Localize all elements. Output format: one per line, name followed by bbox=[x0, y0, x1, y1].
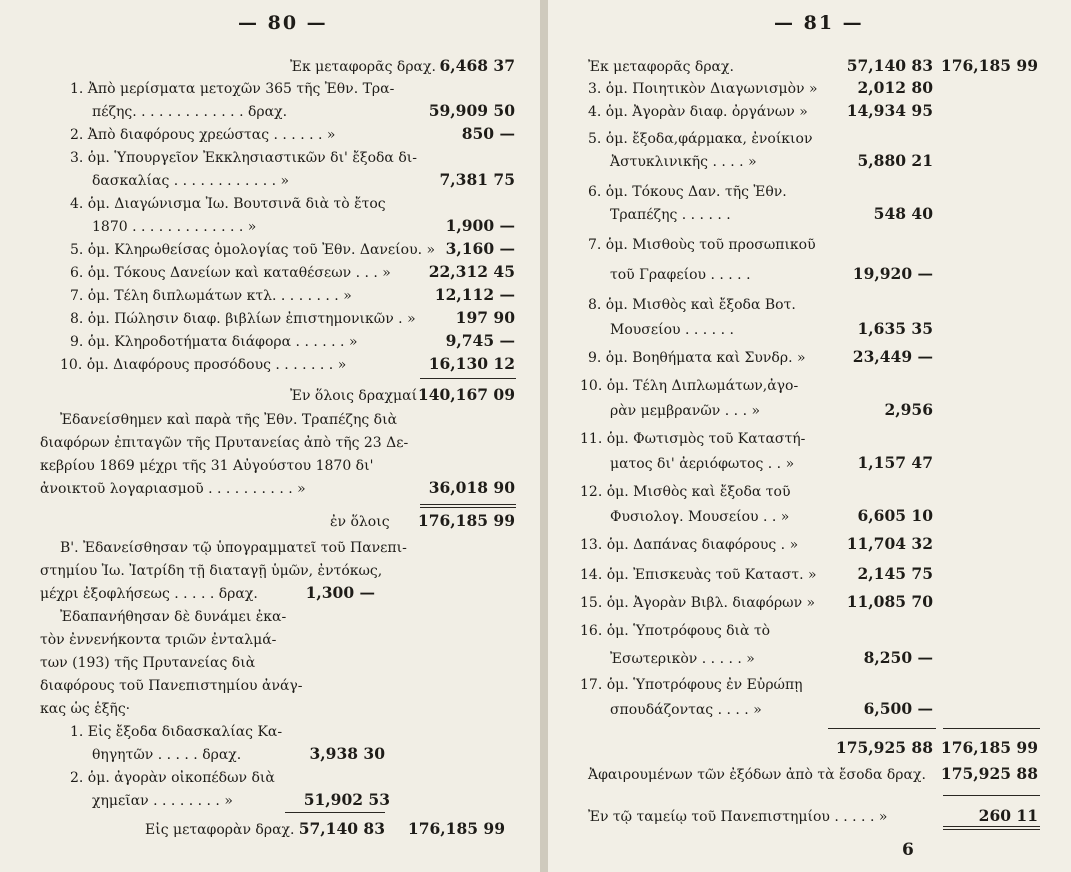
text-line: 1870 . . . . . . . . . . . . . » bbox=[92, 219, 257, 235]
text-line: 2. ὁμ. ἀγορὰν οἰκοπέδων διὰ bbox=[70, 770, 275, 786]
page-number-81: — 81 — bbox=[774, 12, 864, 34]
text-line: Τραπέζης . . . . . . bbox=[610, 207, 731, 223]
amount: 2,012 80 bbox=[857, 78, 933, 97]
text-line: 5. ὁμ. Κληρωθείσας ὁμολογίας τοῦ Ἐθν. Δανείου. » bbox=[70, 242, 436, 258]
amount: 6,500 — bbox=[863, 699, 933, 718]
amount: 3,938 30 bbox=[309, 744, 385, 763]
amount: 19,920 — bbox=[852, 264, 933, 283]
amount: 9,745 — bbox=[445, 331, 515, 350]
amount: 5,880 21 bbox=[857, 151, 933, 170]
text-line: 7. ὁμ. Τέλη διπλωμάτων κτλ. . . . . . . . » bbox=[70, 288, 352, 304]
amount: 1,157 47 bbox=[857, 453, 933, 472]
amount: 197 90 bbox=[455, 308, 515, 327]
text-line: Ἐν ὅλοις δραχμαί bbox=[290, 388, 418, 404]
text-line: των (193) τῆς Πρυτανείας διὰ bbox=[40, 655, 256, 671]
text-line: Ἐδανείσθημεν καὶ παρὰ τῆς Ἐθν. Τραπέζης διὰ bbox=[60, 412, 398, 428]
amount: 2,956 bbox=[884, 400, 933, 419]
sum-rule bbox=[420, 378, 516, 379]
text-line: 3. ὁμ. Ποιητικὸν Διαγωνισμὸν » bbox=[588, 81, 818, 97]
amount: 176,185 99 bbox=[417, 511, 515, 530]
text-line: 2. Ἀπὸ διαφόρους χρεώστας . . . . . . » bbox=[70, 127, 336, 143]
amount: 22,312 45 bbox=[428, 262, 515, 281]
amount: 260 11 bbox=[978, 806, 1038, 825]
amount: 59,909 50 bbox=[428, 101, 515, 120]
amount: 1,635 35 bbox=[857, 319, 933, 338]
signature-mark: 6 bbox=[902, 840, 914, 860]
text-line: πέζης. . . . . . . . . . . . . δραχ. bbox=[92, 104, 288, 120]
sum-rule bbox=[828, 728, 936, 729]
text-line: τοῦ Γραφείου . . . . . bbox=[610, 267, 751, 283]
sum-rule bbox=[943, 795, 1040, 796]
text-line: 4. ὁμ. Διαγώνισμα Ἰω. Βουτσινᾶ διὰ τὸ ἔτος bbox=[70, 196, 386, 212]
text-line: διαφόρους τοῦ Πανεπιστημίου ἀνάγ- bbox=[40, 678, 303, 694]
amount: 1,300 — bbox=[305, 583, 375, 602]
text-line: Φυσιολογ. Μουσείου . . » bbox=[610, 509, 790, 525]
text-line: σπουδάζοντας . . . . » bbox=[610, 702, 762, 718]
amount: 175,925 88 bbox=[835, 738, 933, 757]
text-line: ἀνοικτοῦ λογαριασμοῦ . . . . . . . . . . » bbox=[40, 481, 306, 497]
text-line: τὸν ἐννενήκοντα τριῶν ἐνταλμά- bbox=[40, 632, 277, 648]
text-line: ρὰν μεμβρανῶν . . . » bbox=[610, 403, 761, 419]
text-line: 9. ὁμ. Βοηθήματα καὶ Συνδρ. » bbox=[588, 350, 806, 366]
text-line: Ἐκ μεταφορᾶς δραχ. bbox=[290, 59, 436, 75]
text-line: 6. ὁμ. Τόκους Δανείων καὶ καταθέσεων . . . » bbox=[70, 265, 391, 281]
amount: 3,160 — bbox=[445, 239, 515, 258]
text-line: 8. ὁμ. Μισθὸς καὶ ἔξοδα Βοτ. bbox=[588, 297, 796, 313]
amount: 140,167 09 bbox=[417, 385, 515, 404]
text-line: 15. ὁμ. Ἀγορὰν Βιβλ. διαφόρων » bbox=[580, 595, 816, 611]
amount: 11,704 32 bbox=[846, 534, 933, 553]
text-line: Ἀστυκλινικῆς . . . . » bbox=[610, 154, 757, 170]
text-line: 12. ὁμ. Μισθὸς καὶ ἔξοδα τοῦ bbox=[580, 484, 791, 500]
amount: 7,381 75 bbox=[439, 170, 515, 189]
amount: 6,605 10 bbox=[857, 506, 933, 525]
amount: 12,112 — bbox=[434, 285, 515, 304]
text-line: Ἐν τῷ ταμείῳ τοῦ Πανεπιστημίου . . . . . » bbox=[588, 809, 888, 825]
text-line: 1. Εἰς ἔξοδα διδασκαλίας Κα- bbox=[70, 724, 283, 740]
amount: 850 — bbox=[461, 124, 515, 143]
text-line: 1. Ἀπὸ μερίσματα μετοχῶν 365 τῆς Ἐθν. Τρα- bbox=[70, 81, 395, 97]
text-line: διαφόρων ἐπιταγῶν τῆς Πρυτανείας ἀπὸ τῆς 23 Δε- bbox=[40, 435, 409, 451]
text-line: 4. ὁμ. Ἀγορὰν διαφ. ὀργάνων » bbox=[588, 104, 808, 120]
text-line: 10. ὁμ. Διαφόρους προσόδους . . . . . . . » bbox=[60, 357, 347, 373]
book-gutter bbox=[540, 0, 548, 872]
amount: 57,140 83 bbox=[298, 819, 385, 838]
amount: 51,902 53 bbox=[303, 790, 390, 809]
amount-total: 176,185 99 bbox=[940, 738, 1038, 757]
sum-rule bbox=[943, 728, 1040, 729]
sum-rule bbox=[285, 812, 385, 813]
amount-total: 176,185 99 bbox=[940, 56, 1038, 75]
text-line: ἐν ὅλοις bbox=[330, 514, 390, 530]
text-line: χημεῖαν . . . . . . . . » bbox=[92, 793, 233, 809]
text-line: 3. ὁμ. Ὑπουργεῖον Ἐκκλησιαστικῶν δι' ἔξοδα δι- bbox=[70, 150, 417, 166]
text-line: κεβρίου 1869 μέχρι τῆς 31 Αὐγούστου 1870 δι' bbox=[40, 458, 374, 474]
amount: 16,130 12 bbox=[428, 354, 515, 373]
page-number-80: — 80 — bbox=[238, 12, 328, 34]
text-line: 17. ὁμ. Ὑποτρόφους ἐν Εὐρώπῃ bbox=[580, 677, 803, 693]
text-line: Ἐκ μεταφορᾶς δραχ. bbox=[588, 59, 734, 75]
text-line: 6. ὁμ. Τόκους Δαν. τῆς Ἐθν. bbox=[588, 184, 787, 200]
text-line: δασκαλίας . . . . . . . . . . . . » bbox=[92, 173, 290, 189]
amount: 2,145 75 bbox=[857, 564, 933, 583]
text-line: ματος δι' ἀεριόφωτος . . » bbox=[610, 456, 795, 472]
text-line: θηγητῶν . . . . . δραχ. bbox=[92, 747, 242, 763]
text-line: στημίου Ἰω. Ἰατρίδη τῇ διαταγῇ ὑμῶν, ἐντόκως, bbox=[40, 563, 383, 579]
text-line: 11. ὁμ. Φωτισμὸς τοῦ Καταστή- bbox=[580, 431, 806, 447]
amount: 1,900 — bbox=[445, 216, 515, 235]
text-line: μέχρι ἐξοφλήσεως . . . . . δραχ. bbox=[40, 586, 258, 602]
sum-rule bbox=[420, 507, 516, 508]
text-line: Ἐδαπανήθησαν δὲ δυνάμει ἐκα- bbox=[60, 609, 287, 625]
amount: 36,018 90 bbox=[428, 478, 515, 497]
page-81 bbox=[548, 0, 1071, 872]
sum-rule bbox=[420, 504, 516, 505]
text-line: Μουσείου . . . . . . bbox=[610, 322, 734, 338]
amount: 548 40 bbox=[873, 204, 933, 223]
text-line: Β'. Ἐδανείσθησαν τῷ ὑπογραμματεῖ τοῦ Πανεπι- bbox=[60, 540, 407, 556]
text-line: 7. ὁμ. Μισθοὺς τοῦ προσωπικοῦ bbox=[588, 237, 816, 253]
amount: 6,468 37 bbox=[439, 56, 515, 75]
text-line: 14. ὁμ. Ἐπισκευὰς τοῦ Καταστ. » bbox=[580, 567, 817, 583]
text-line: 13. ὁμ. Δαπάνας διαφόρους . » bbox=[580, 537, 799, 553]
amount: 23,449 — bbox=[852, 347, 933, 366]
text-line: 16. ὁμ. Ὑποτρόφους διὰ τὸ bbox=[580, 623, 771, 639]
amount: 175,925 88 bbox=[940, 764, 1038, 783]
text-line: Ἐσωτερικὸν . . . . . » bbox=[610, 651, 755, 667]
sum-rule bbox=[943, 826, 1040, 827]
text-line: 10. ὁμ. Τέλη Διπλωμάτων,ἀγο- bbox=[580, 378, 799, 394]
text-line: 5. ὁμ. ἔξοδα,φάρμακα, ἐνοίκιον bbox=[588, 131, 813, 147]
text-line: κας ὡς ἑξῆς· bbox=[40, 701, 131, 717]
amount: 11,085 70 bbox=[846, 592, 933, 611]
amount-total: 176,185 99 bbox=[407, 819, 505, 838]
text-line: 9. ὁμ. Κληροδοτήματα διάφορα . . . . . . » bbox=[70, 334, 358, 350]
text-line: Εἰς μεταφορὰν δραχ. bbox=[145, 822, 295, 838]
text-line: Ἀφαιρουμένων τῶν ἐξόδων ἀπὸ τὰ ἔσοδα δραχ. bbox=[588, 767, 926, 783]
sum-rule bbox=[943, 829, 1040, 830]
text-line: 8. ὁμ. Πώλησιν διαφ. βιβλίων ἐπιστημονικῶν . » bbox=[70, 311, 416, 327]
amount: 57,140 83 bbox=[846, 56, 933, 75]
amount: 14,934 95 bbox=[846, 101, 933, 120]
amount: 8,250 — bbox=[863, 648, 933, 667]
